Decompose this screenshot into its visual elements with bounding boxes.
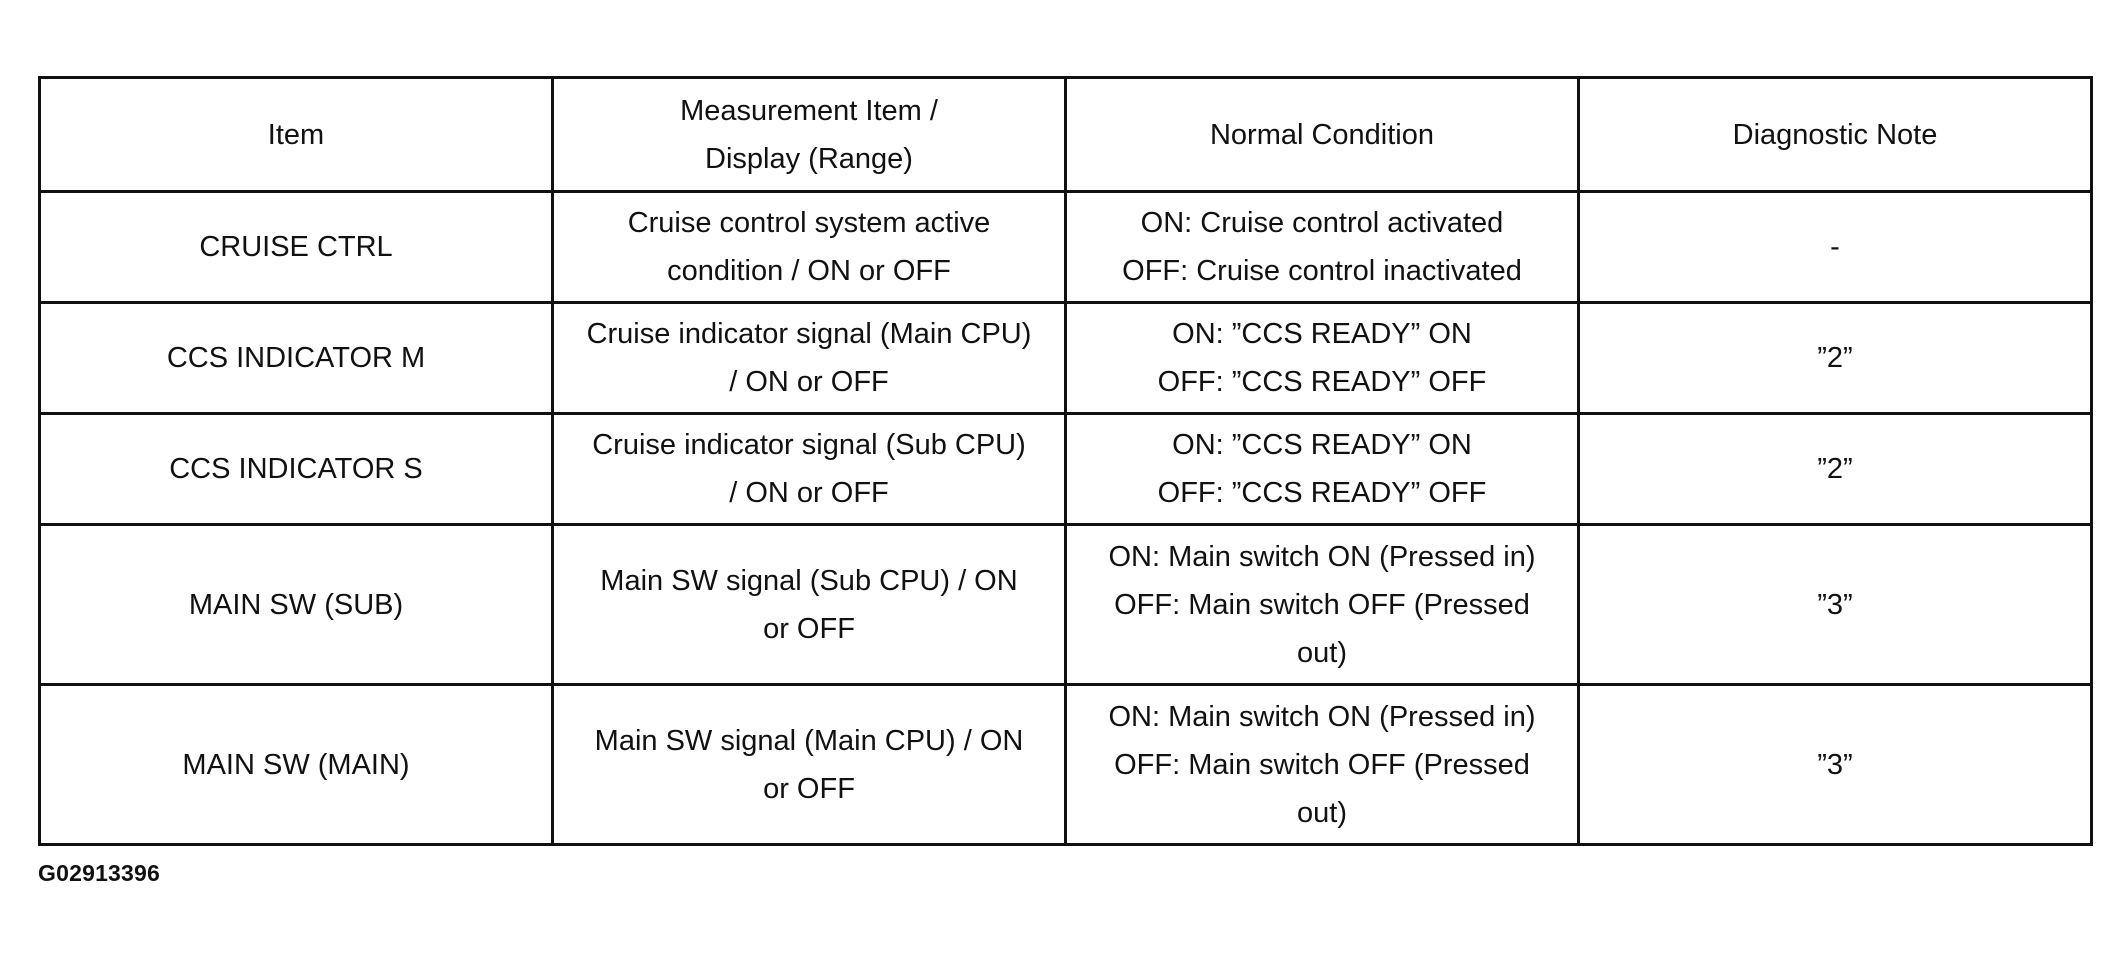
header-item [40, 78, 553, 192]
cell-line: ON: Main switch ON (Pressed in) [1108, 700, 1536, 733]
table-row [40, 192, 2092, 303]
table-row [40, 525, 2092, 685]
cell-line: ON: Cruise control activated [1140, 207, 1504, 239]
cell-diagnostic-note [1579, 303, 2092, 414]
cell-line: Cruise control system active [627, 207, 991, 239]
cell-line: OFF: Main switch OFF (Pressed [1114, 588, 1530, 621]
cell-line: CCS INDICATOR S [169, 453, 423, 485]
cell-line: ”3” [1817, 748, 1853, 781]
cell-measurement [553, 414, 1066, 525]
cell-line: Cruise indicator signal (Main CPU) [586, 318, 1032, 350]
cell-line: out) [1297, 636, 1347, 669]
cell-line: ”3” [1817, 588, 1853, 621]
cell-item [40, 414, 553, 525]
cell-line: - [1830, 231, 1840, 263]
cell-measurement [553, 525, 1066, 685]
table-row [40, 685, 2092, 845]
cell-diagnostic-note [1579, 685, 2092, 845]
cell-measurement [553, 303, 1066, 414]
cell-line: or OFF [763, 772, 855, 805]
cell-line: or OFF [763, 612, 855, 645]
cell-line: condition / ON or OFF [667, 255, 951, 287]
cell-line: / ON or OFF [729, 366, 889, 398]
figure-id: G02913396 [38, 860, 161, 886]
table-row [40, 414, 2092, 525]
cell-line: / ON or OFF [729, 477, 889, 509]
cell-diagnostic-note [1579, 525, 2092, 685]
header-normal-condition [1066, 78, 1579, 192]
cell-line: Main SW signal (Sub CPU) / ON [600, 564, 1018, 597]
cell-diagnostic-note [1579, 192, 2092, 303]
cell-item [40, 192, 553, 303]
cell-line: OFF: Main switch OFF (Pressed [1114, 748, 1530, 781]
cell-normal-condition [1066, 525, 1579, 685]
cell-line: CRUISE CTRL [199, 231, 393, 263]
table-row [40, 303, 2092, 414]
cell-normal-condition [1066, 685, 1579, 845]
cell-measurement [553, 192, 1066, 303]
cell-item [40, 303, 553, 414]
cell-line: Cruise indicator signal (Sub CPU) [592, 429, 1026, 461]
cell-line: OFF: ”CCS READY” OFF [1157, 477, 1487, 509]
cell-line: ON: Main switch ON (Pressed in) [1108, 540, 1536, 573]
cell-line: ”2” [1817, 342, 1853, 374]
cell-line: CCS INDICATOR M [166, 342, 426, 374]
cell-line: OFF: ”CCS READY” OFF [1157, 366, 1487, 398]
header-diagnostic-note [1579, 78, 2092, 192]
cell-item [40, 685, 553, 845]
cell-line: ON: ”CCS READY” ON [1172, 318, 1472, 350]
cell-line: ON: ”CCS READY” ON [1172, 429, 1472, 461]
cell-item [40, 525, 553, 685]
cell-line: ”2” [1817, 453, 1853, 485]
header-item-line: Item [267, 118, 325, 151]
cell-diagnostic-note [1579, 414, 2092, 525]
header-normal-line: Normal Condition [1209, 118, 1435, 151]
header-measurement-line-2: Display (Range) [705, 142, 913, 175]
cell-line: Main SW signal (Main CPU) / ON [594, 724, 1024, 757]
cell-normal-condition [1066, 192, 1579, 303]
header-measurement [553, 78, 1066, 192]
cell-normal-condition [1066, 414, 1579, 525]
cell-line: MAIN SW (MAIN) [182, 748, 410, 781]
header-measurement-line-1: Measurement Item / [680, 94, 938, 127]
cell-measurement [553, 685, 1066, 845]
cell-line: out) [1297, 796, 1347, 829]
cell-line: OFF: Cruise control inactivated [1122, 255, 1522, 287]
data-table [38, 76, 2093, 846]
cell-line: MAIN SW (SUB) [188, 588, 404, 621]
header-row [40, 78, 2092, 192]
cell-normal-condition [1066, 303, 1579, 414]
header-note-line: Diagnostic Note [1732, 118, 1938, 151]
